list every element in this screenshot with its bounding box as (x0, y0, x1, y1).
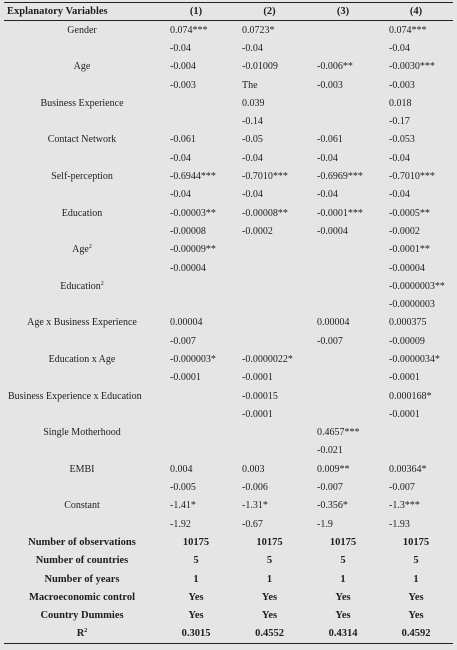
cell-model-1: -0.0001 (170, 372, 201, 384)
row-label (4, 332, 160, 350)
cell-model-3: -0.003 (317, 79, 343, 91)
cell-model-1: -0.000003* (170, 353, 216, 365)
row-label-text: Macroeconomic control (28, 591, 136, 603)
cell-model-4: -1.3*** (389, 500, 420, 512)
table-body (4, 21, 453, 644)
cell-model-1: 1 (193, 573, 199, 585)
cell-model-4: -0.0000003** (389, 280, 445, 292)
cell-model-2: -0.04 (242, 152, 263, 164)
cell-model-2 (232, 277, 307, 295)
cell-model-1 (160, 442, 232, 460)
cell-model-1: -0.00004 (170, 262, 206, 274)
row-label-superscript: 2 (84, 628, 88, 635)
cell-model-1: -0.00008 (170, 225, 206, 237)
row-label (4, 186, 160, 204)
row-label (4, 222, 160, 240)
row-label (4, 277, 160, 295)
cell-model-3: 0.00004 (317, 317, 350, 329)
cell-model-4: -0.053 (389, 134, 415, 146)
cell-model-4: -0.04 (389, 189, 410, 201)
row-label-text: Constant (64, 500, 100, 512)
cell-model-2: -0.05 (242, 134, 263, 146)
cell-model-4: 0.000168* (389, 390, 432, 402)
cell-model-1: Yes (188, 610, 204, 622)
cell-model-2 (232, 332, 307, 350)
cell-model-4: 0.000375 (389, 317, 427, 329)
cell-model-3: -0.04 (317, 189, 338, 201)
row-label (4, 39, 160, 57)
cell-model-1: Yes (188, 591, 204, 603)
cell-model-1 (160, 112, 232, 130)
row-label (4, 94, 160, 112)
std-error-row (4, 478, 453, 496)
cell-model-2: -0.7010*** (242, 171, 288, 183)
cell-model-3 (307, 387, 379, 405)
cell-model-1 (160, 277, 232, 295)
row-label-text: R (76, 628, 85, 640)
header-row (4, 3, 453, 21)
coefficient-row (4, 460, 453, 478)
cell-model-2 (232, 314, 307, 332)
row-label (4, 387, 160, 405)
cell-model-2: -0.0000022* (242, 353, 293, 365)
std-error-row (4, 149, 453, 167)
std-error-row (4, 515, 453, 533)
cell-model-2: Yes (261, 591, 278, 603)
coefficient-row (4, 387, 453, 405)
coefficient-row (4, 424, 453, 442)
cell-model-1 (160, 94, 232, 112)
row-label-text: Education x Age (48, 353, 116, 365)
cell-model-4: 5 (413, 555, 419, 567)
cell-model-2: 0.039 (242, 97, 265, 109)
row-label (4, 350, 160, 368)
cell-model-1: -0.003 (170, 79, 196, 91)
summary-row (4, 625, 453, 644)
summary-row (4, 570, 453, 588)
cell-model-2 (232, 241, 307, 259)
cell-model-3 (307, 405, 379, 423)
cell-model-3: -0.006** (317, 61, 353, 73)
cell-model-3: 0.4314 (307, 625, 379, 644)
cell-model-4: -0.00009 (389, 335, 425, 347)
row-label (4, 460, 160, 478)
coefficient-row (4, 94, 453, 112)
row-label-text: Age (72, 244, 89, 256)
cell-model-2: -1.31* (242, 500, 268, 512)
cell-model-2: -0.0002 (242, 225, 273, 237)
row-label (4, 259, 160, 277)
cell-model-1: -0.061 (170, 134, 196, 146)
cell-model-1 (160, 295, 232, 313)
cell-model-4: -1.93 (389, 518, 410, 530)
cell-model-4: -0.0001 (389, 372, 420, 384)
cell-model-2 (232, 295, 307, 313)
cell-model-3 (307, 112, 379, 130)
row-label-text: Gender (67, 24, 97, 36)
cell-model-3 (307, 259, 379, 277)
cell-model-3 (307, 241, 379, 259)
cell-model-4: -0.0000034* (389, 353, 440, 365)
cell-model-1: -0.007 (170, 335, 196, 347)
cell-model-2: -0.0001 (242, 372, 273, 384)
cell-model-1: -0.6944*** (170, 171, 216, 183)
cell-model-3: -0.061 (317, 134, 343, 146)
cell-model-3 (307, 295, 379, 313)
coefficient-row (4, 350, 453, 368)
summary-row (4, 607, 453, 625)
row-label-text: Education (60, 280, 101, 292)
cell-model-3: Yes (335, 610, 351, 622)
cell-model-4: -0.0005** (389, 207, 430, 219)
cell-model-1: 0.074*** (170, 24, 208, 36)
cell-model-3 (307, 350, 379, 368)
cell-model-3 (307, 94, 379, 112)
cell-model-3: -0.021 (317, 445, 343, 457)
coefficient-row (4, 204, 453, 222)
summary-row (4, 533, 453, 551)
cell-model-4: -0.04 (389, 42, 410, 54)
cell-model-1: 0.00004 (170, 317, 203, 329)
cell-model-4: -0.00004 (389, 262, 425, 274)
cell-model-1: 5 (193, 555, 199, 567)
coefficient-row (4, 167, 453, 185)
cell-model-1: 0.004 (170, 463, 193, 475)
header-model-4: (4) (379, 3, 453, 21)
std-error-row (4, 442, 453, 460)
cell-model-4 (379, 442, 453, 460)
cell-model-2: 1 (266, 573, 273, 585)
std-error-row (4, 39, 453, 57)
row-label-text: Education (61, 207, 103, 219)
cell-model-2: -0.0001 (242, 408, 273, 420)
row-label (4, 424, 160, 442)
cell-model-4: -0.7010*** (389, 171, 435, 183)
cell-model-3: -0.0004 (317, 225, 348, 237)
cell-model-2: The (242, 79, 258, 91)
coefficient-row (4, 241, 453, 259)
cell-model-3 (307, 369, 379, 387)
cell-model-4: Yes (408, 591, 424, 603)
row-label-text: Number of years (44, 573, 120, 585)
cell-model-2: 0.003 (242, 463, 265, 475)
cell-model-4: 10175 (402, 536, 430, 548)
row-label-superscript: 2 (88, 244, 92, 251)
std-error-row (4, 112, 453, 130)
std-error-row (4, 222, 453, 240)
cell-model-1: 0.3015 (160, 625, 232, 644)
row-label (4, 570, 160, 588)
row-label (4, 497, 160, 515)
cell-model-4: 0.018 (389, 97, 412, 109)
cell-model-4: -0.0001 (389, 408, 420, 420)
cell-model-1: -0.00009** (170, 244, 216, 256)
cell-model-1: -0.005 (170, 482, 196, 494)
cell-model-2 (232, 259, 307, 277)
row-label-text: Business Experience x Education (8, 390, 142, 402)
cell-model-2: -0.006 (242, 482, 268, 494)
cell-model-4: 0.4592 (379, 625, 453, 644)
cell-model-3: -0.356* (317, 500, 348, 512)
row-label (4, 369, 160, 387)
row-label (4, 442, 160, 460)
cell-model-2: 10175 (256, 536, 283, 548)
row-label-superscript: 2 (100, 280, 104, 287)
header-explanatory-variables: Explanatory Variables (4, 3, 160, 21)
row-label (4, 625, 160, 644)
cell-model-3: -0.007 (317, 482, 343, 494)
cell-model-3: 5 (340, 555, 346, 567)
row-label (4, 607, 160, 625)
row-label-text: Age (73, 61, 91, 73)
row-label (4, 241, 160, 259)
cell-model-3: 0.4657*** (317, 427, 360, 439)
cell-model-3 (307, 39, 379, 57)
coefficient-row (4, 277, 453, 295)
cell-model-2: -0.67 (242, 518, 263, 530)
std-error-row (4, 369, 453, 387)
cell-model-1: -0.04 (170, 152, 191, 164)
row-label (4, 167, 160, 185)
cell-model-4: 1 (413, 573, 419, 585)
coefficient-row (4, 497, 453, 515)
cell-model-4: 0.00364* (389, 463, 427, 475)
cell-model-1: -0.04 (170, 42, 191, 54)
cell-model-2: -0.04 (242, 189, 263, 201)
row-label (4, 112, 160, 130)
row-label (4, 478, 160, 496)
row-label (4, 588, 160, 606)
cell-model-2: -0.00008** (242, 207, 288, 219)
row-label (4, 76, 160, 94)
cell-model-4: -0.0000003 (389, 299, 435, 311)
regression-results-table (4, 2, 453, 644)
cell-model-1 (160, 424, 232, 442)
cell-model-1 (160, 387, 232, 405)
cell-model-3: 1 (340, 573, 346, 585)
row-label (4, 58, 160, 76)
cell-model-1: -0.00003** (170, 207, 216, 219)
row-label (4, 314, 160, 332)
cell-model-2: -0.04 (242, 42, 263, 54)
cell-model-2: 0.4552 (232, 625, 307, 644)
row-label-text: Contact Network (47, 134, 117, 146)
row-label-text: Number of observations (28, 536, 136, 548)
cell-model-4: -0.0002 (389, 225, 420, 237)
cell-model-3 (307, 21, 379, 40)
summary-row (4, 588, 453, 606)
coefficient-row (4, 314, 453, 332)
cell-model-3: Yes (335, 591, 351, 603)
cell-model-4: -0.0001** (389, 244, 430, 256)
cell-model-4: -0.17 (389, 116, 410, 128)
summary-row (4, 552, 453, 570)
cell-model-3: 10175 (329, 536, 357, 548)
cell-model-1: -0.004 (170, 61, 196, 73)
cell-model-2: 0.0723* (242, 24, 275, 36)
std-error-row (4, 76, 453, 94)
cell-model-2: Yes (261, 610, 278, 622)
std-error-row (4, 186, 453, 204)
cell-model-3: -1.9 (317, 518, 333, 530)
row-label (4, 131, 160, 149)
cell-model-2: -0.00015 (242, 390, 278, 402)
row-label-text: Country Dummies (40, 610, 124, 622)
cell-model-3: -0.007 (317, 335, 343, 347)
cell-model-3: -0.6969*** (317, 171, 363, 183)
cell-model-4: -0.0030*** (389, 61, 435, 73)
cell-model-2 (232, 442, 307, 460)
std-error-row (4, 332, 453, 350)
std-error-row (4, 259, 453, 277)
cell-model-2: 5 (266, 555, 273, 567)
row-label-text: Number of countries (35, 555, 129, 567)
row-label-text: Self-perception (51, 171, 113, 183)
cell-model-3: -0.0001*** (317, 207, 363, 219)
row-label (4, 552, 160, 570)
row-label-text: Business Experience (40, 97, 124, 109)
header-model-2: (2) (232, 3, 307, 21)
cell-model-1: 10175 (182, 536, 210, 548)
header-model-1: (1) (160, 3, 232, 21)
coefficient-row (4, 21, 453, 40)
cell-model-2 (232, 424, 307, 442)
row-label (4, 295, 160, 313)
cell-model-2: -0.01009 (242, 61, 278, 73)
cell-model-4: -0.003 (389, 79, 415, 91)
cell-model-4: Yes (408, 610, 424, 622)
cell-model-1: -1.41* (170, 500, 196, 512)
cell-model-2: -0.14 (242, 116, 263, 128)
cell-model-3: 0.009** (317, 463, 350, 475)
cell-model-1: -1.92 (170, 518, 191, 530)
row-label (4, 533, 160, 551)
row-label (4, 149, 160, 167)
cell-model-3 (307, 277, 379, 295)
row-label (4, 515, 160, 533)
coefficient-row (4, 58, 453, 76)
cell-model-1 (160, 405, 232, 423)
row-label-text: EMBI (69, 463, 95, 475)
cell-model-4 (379, 424, 453, 442)
cell-model-4: 0.074*** (389, 24, 427, 36)
std-error-row (4, 295, 453, 313)
header-model-3: (3) (307, 3, 379, 21)
row-label-text: Single Motherhood (43, 427, 121, 439)
coefficient-row (4, 131, 453, 149)
cell-model-3: -0.04 (317, 152, 338, 164)
cell-model-4: -0.007 (389, 482, 415, 494)
std-error-row (4, 405, 453, 423)
row-label-text: Age x Business Experience (27, 317, 137, 329)
cell-model-1: -0.04 (170, 189, 191, 201)
row-label (4, 405, 160, 423)
row-label (4, 204, 160, 222)
row-label (4, 21, 160, 40)
cell-model-4: -0.04 (389, 152, 410, 164)
